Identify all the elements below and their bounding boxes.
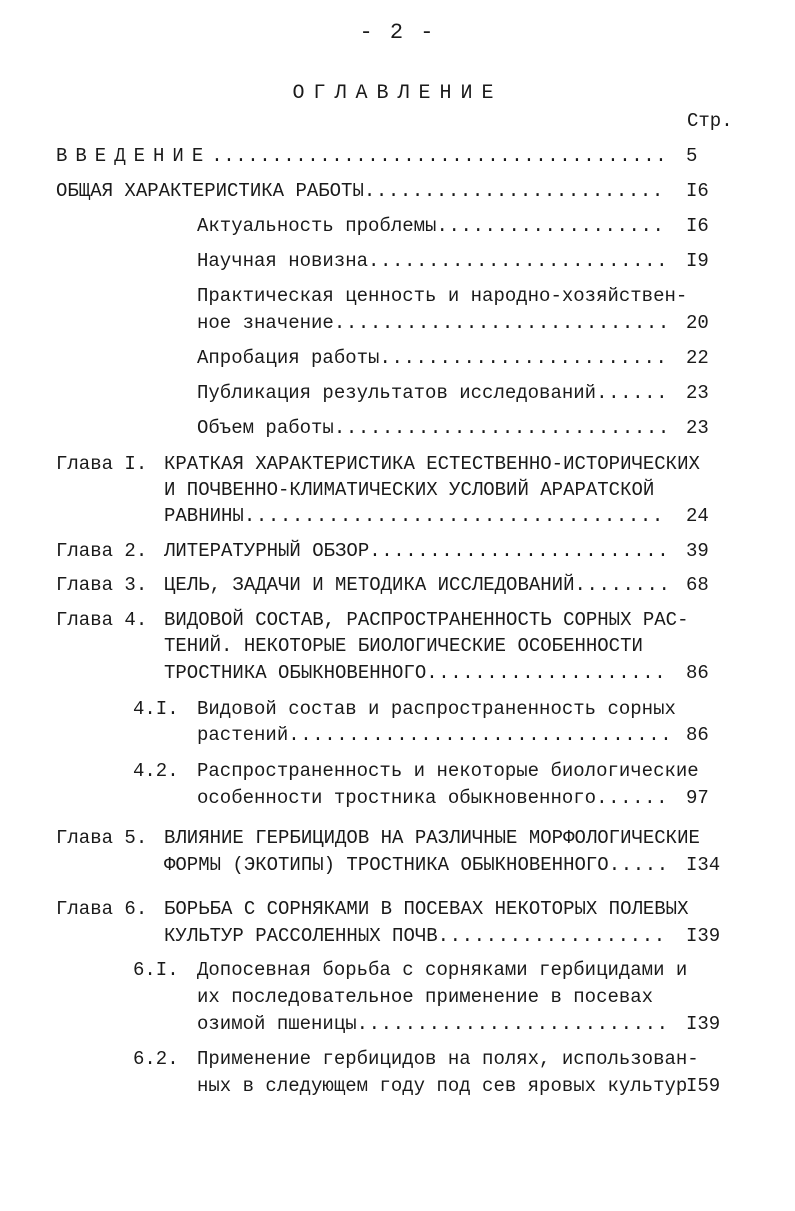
toc-page-number: 97 xyxy=(686,787,709,809)
section-label: 6.2. xyxy=(133,1048,179,1070)
leader-dots xyxy=(364,178,668,204)
leader-dots xyxy=(436,213,668,239)
leader-dots xyxy=(379,345,668,371)
chapter-label: Глава 4. xyxy=(56,609,148,631)
section-title-line: Допосевная борьба с сорняками гербицидами и xyxy=(197,959,688,981)
toc-subentry xyxy=(197,415,668,441)
section-title-line: ных в следующем году под сев яровых культур xyxy=(197,1075,688,1097)
toc-entry-text: Публикация результатов исследований xyxy=(197,382,597,404)
toc-page-number: 86 xyxy=(686,662,709,684)
toc-subentry-line: Практическая ценность и народно-хозяйствен- xyxy=(197,285,688,307)
chapter-label: Глава 5. xyxy=(56,827,148,849)
toc-subentry xyxy=(197,310,668,336)
toc-entry-text: Апробация работы xyxy=(197,347,380,369)
toc-entry-chapter-1 xyxy=(164,503,668,529)
section-title-line: Распространенность и некоторые биологические xyxy=(197,760,699,782)
chapter-title-line: КРАТКАЯ ХАРАКТЕРИСТИКА ЕСТЕСТВЕННО-ИСТОРИЧЕСКИХ xyxy=(164,453,700,475)
leader-dots xyxy=(369,538,668,564)
toc-entry-section-4-2 xyxy=(197,785,668,811)
section-title-line: их последовательное применение в посевах xyxy=(197,986,654,1008)
toc-entry-text: Актуальность проблемы xyxy=(197,215,437,237)
toc-subentry xyxy=(197,380,668,406)
leader-dots xyxy=(609,852,668,878)
toc-entry-introduction xyxy=(56,143,668,169)
toc-entry-text: РАВНИНЫ xyxy=(164,505,244,527)
toc-page-number: I34 xyxy=(686,854,721,876)
toc-entry-chapter-5 xyxy=(164,852,668,878)
leader-dots xyxy=(288,722,668,748)
toc-page-number: 22 xyxy=(686,347,709,369)
leader-dots xyxy=(574,572,668,598)
toc-page-number: 5 xyxy=(686,145,698,167)
toc-page-number: 86 xyxy=(686,724,709,746)
toc-subentry xyxy=(197,213,668,239)
section-label: 4.I. xyxy=(133,698,179,720)
toc-entry-chapter-2 xyxy=(164,538,668,564)
toc-entry-chapter-4 xyxy=(164,660,668,686)
section-title-line: Применение гербицидов на полях, использован- xyxy=(197,1048,699,1070)
section-label: 6.I. xyxy=(133,959,179,981)
chapter-title-line: БОРЬБА С СОРНЯКАМИ В ПОСЕВАХ НЕКОТОРЫХ ПОЛЕВЫХ xyxy=(164,898,689,920)
toc-page-number: I6 xyxy=(686,180,709,202)
leader-dots xyxy=(334,310,668,336)
leader-dots xyxy=(368,248,668,274)
toc-subentry xyxy=(197,248,668,274)
chapter-title-line: ТЕНИЙ. НЕКОТОРЫЕ БИОЛОГИЧЕСКИЕ ОСОБЕННОСТИ xyxy=(164,635,643,657)
chapter-title-line: ВИДОВОЙ СОСТАВ, РАСПРОСТРАНЕННОСТЬ СОРНЫХ РАС- xyxy=(164,609,689,631)
toc-page-number: 24 xyxy=(686,505,709,527)
toc-entry-text: ЛИТЕРАТУРНЫЙ ОБЗОР xyxy=(164,540,370,562)
leader-dots xyxy=(244,503,668,529)
chapter-title-line: ВЛИЯНИЕ ГЕРБИЦИДОВ НА РАЗЛИЧНЫЕ МОРФОЛОГИЧЕСКИЕ xyxy=(164,827,700,849)
toc-entry-text: ТРОСТНИКА ОБЫКНОВЕННОГО xyxy=(164,662,427,684)
toc-entry-text: ОБЩАЯ ХАРАКТЕРИСТИКА РАБОТЫ xyxy=(56,180,364,202)
toc-entry-section-4-1 xyxy=(197,722,668,748)
leader-dots xyxy=(357,1011,668,1037)
leader-dots xyxy=(596,380,668,406)
toc-entry-general xyxy=(56,178,668,204)
toc-entry-text: ФОРМЫ (ЭКОТИПЫ) ТРОСТНИКА ОБЫКНОВЕННОГО xyxy=(164,854,609,876)
toc-page-number: 39 xyxy=(686,540,709,562)
leader-dots xyxy=(426,660,668,686)
leader-dots xyxy=(334,415,668,441)
toc-page-number: I39 xyxy=(686,925,721,947)
toc-entry-text: ное значение xyxy=(197,312,334,334)
toc-page-number: 23 xyxy=(686,382,709,404)
toc-entry-chapter-6 xyxy=(164,923,668,949)
toc-entry-section-6-1 xyxy=(197,1011,668,1037)
toc-entry-text: озимой пшеницы xyxy=(197,1013,357,1035)
toc-entry-text: Научная новизна xyxy=(197,250,369,272)
toc-page-number: I59 xyxy=(686,1075,721,1097)
leader-dots xyxy=(596,785,668,811)
section-label: 4.2. xyxy=(133,760,179,782)
toc-page-number: I6 xyxy=(686,215,709,237)
chapter-label: Глава 3. xyxy=(56,574,148,596)
chapter-label: Глава 2. xyxy=(56,540,148,562)
chapter-title-line: И ПОЧВЕННО-КЛИМАТИЧЕСКИХ УСЛОВИЙ АРАРАТСКОЙ xyxy=(164,479,655,501)
toc-page-number: I39 xyxy=(686,1013,721,1035)
toc-entry-text: ЦЕЛЬ, ЗАДАЧИ И МЕТОДИКА ИССЛЕДОВАНИЙ xyxy=(164,574,575,596)
toc-page-number: 20 xyxy=(686,312,709,334)
toc-page-number: 68 xyxy=(686,574,709,596)
page-column-label: Стр. xyxy=(687,110,733,132)
section-title-line: Видовой состав и распространенность сорных xyxy=(197,698,676,720)
toc-subentry xyxy=(197,345,668,371)
chapter-label: Глава 6. xyxy=(56,898,148,920)
toc-page-number: I9 xyxy=(686,250,709,272)
toc-entry-text: особенности тростника обыкновенного xyxy=(197,787,597,809)
toc-entry-text: Объем работы xyxy=(197,417,334,439)
toc-entry-chapter-3 xyxy=(164,572,668,598)
toc-entry-text: растений xyxy=(197,724,289,746)
page-number: - 2 - xyxy=(359,20,436,45)
leader-dots xyxy=(438,923,668,949)
leader-dots xyxy=(211,143,668,169)
document-title: ОГЛАВЛЕНИЕ xyxy=(292,82,503,105)
chapter-label: Глава I. xyxy=(56,453,148,475)
toc-entry-text: КУЛЬТУР РАССОЛЕННЫХ ПОЧВ xyxy=(164,925,438,947)
toc-entry-text: ВВЕДЕНИЕ xyxy=(56,145,212,167)
toc-page-number: 23 xyxy=(686,417,709,439)
